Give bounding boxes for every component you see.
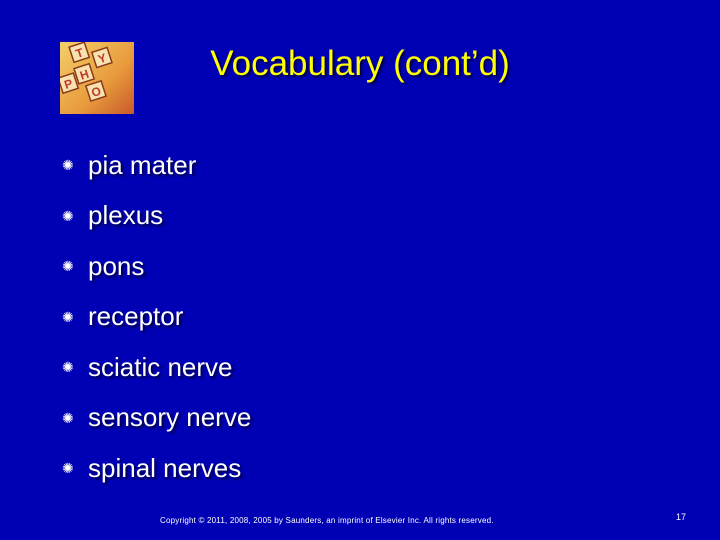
list-item bbox=[62, 241, 251, 292]
logo-letter: Y bbox=[96, 50, 109, 67]
list-item bbox=[62, 140, 251, 191]
vocabulary-term: plexus bbox=[88, 200, 164, 231]
vocabulary-term: sensory nerve bbox=[88, 402, 252, 433]
list-item bbox=[62, 443, 251, 494]
slide-title: Vocabulary (cont’d) bbox=[210, 44, 510, 83]
sunburst-bullet-icon: ✺ bbox=[62, 308, 74, 325]
vocabulary-term: receptor bbox=[88, 301, 184, 332]
logo-letter: P bbox=[62, 76, 75, 93]
copyright-notice: Copyright © 2011, 2008, 2005 by Saunders, an imprint of Elsevier Inc. All rights reserved. bbox=[160, 516, 494, 525]
list-item bbox=[62, 342, 251, 393]
list-item bbox=[62, 393, 251, 444]
list-item bbox=[62, 191, 251, 242]
logo-letter: O bbox=[89, 83, 103, 101]
logo-letter: H bbox=[78, 66, 91, 83]
list-item bbox=[62, 292, 251, 343]
vocabulary-term: pons bbox=[88, 250, 145, 281]
sunburst-bullet-icon: ✺ bbox=[62, 258, 74, 275]
sunburst-bullet-icon: ✺ bbox=[62, 460, 74, 477]
vocabulary-term: pia mater bbox=[88, 149, 197, 180]
vocabulary-term: sciatic nerve bbox=[88, 351, 233, 382]
sunburst-bullet-icon: ✺ bbox=[62, 409, 74, 426]
page-number: 17 bbox=[676, 512, 687, 522]
vocabulary-term: spinal nerves bbox=[88, 452, 242, 483]
sunburst-bullet-icon: ✺ bbox=[62, 157, 74, 174]
sunburst-bullet-icon: ✺ bbox=[62, 207, 74, 224]
logo-letter: T bbox=[73, 45, 86, 61]
vocabulary-list bbox=[62, 140, 251, 494]
sunburst-bullet-icon: ✺ bbox=[62, 359, 74, 376]
word-tiles-logo bbox=[60, 42, 134, 114]
